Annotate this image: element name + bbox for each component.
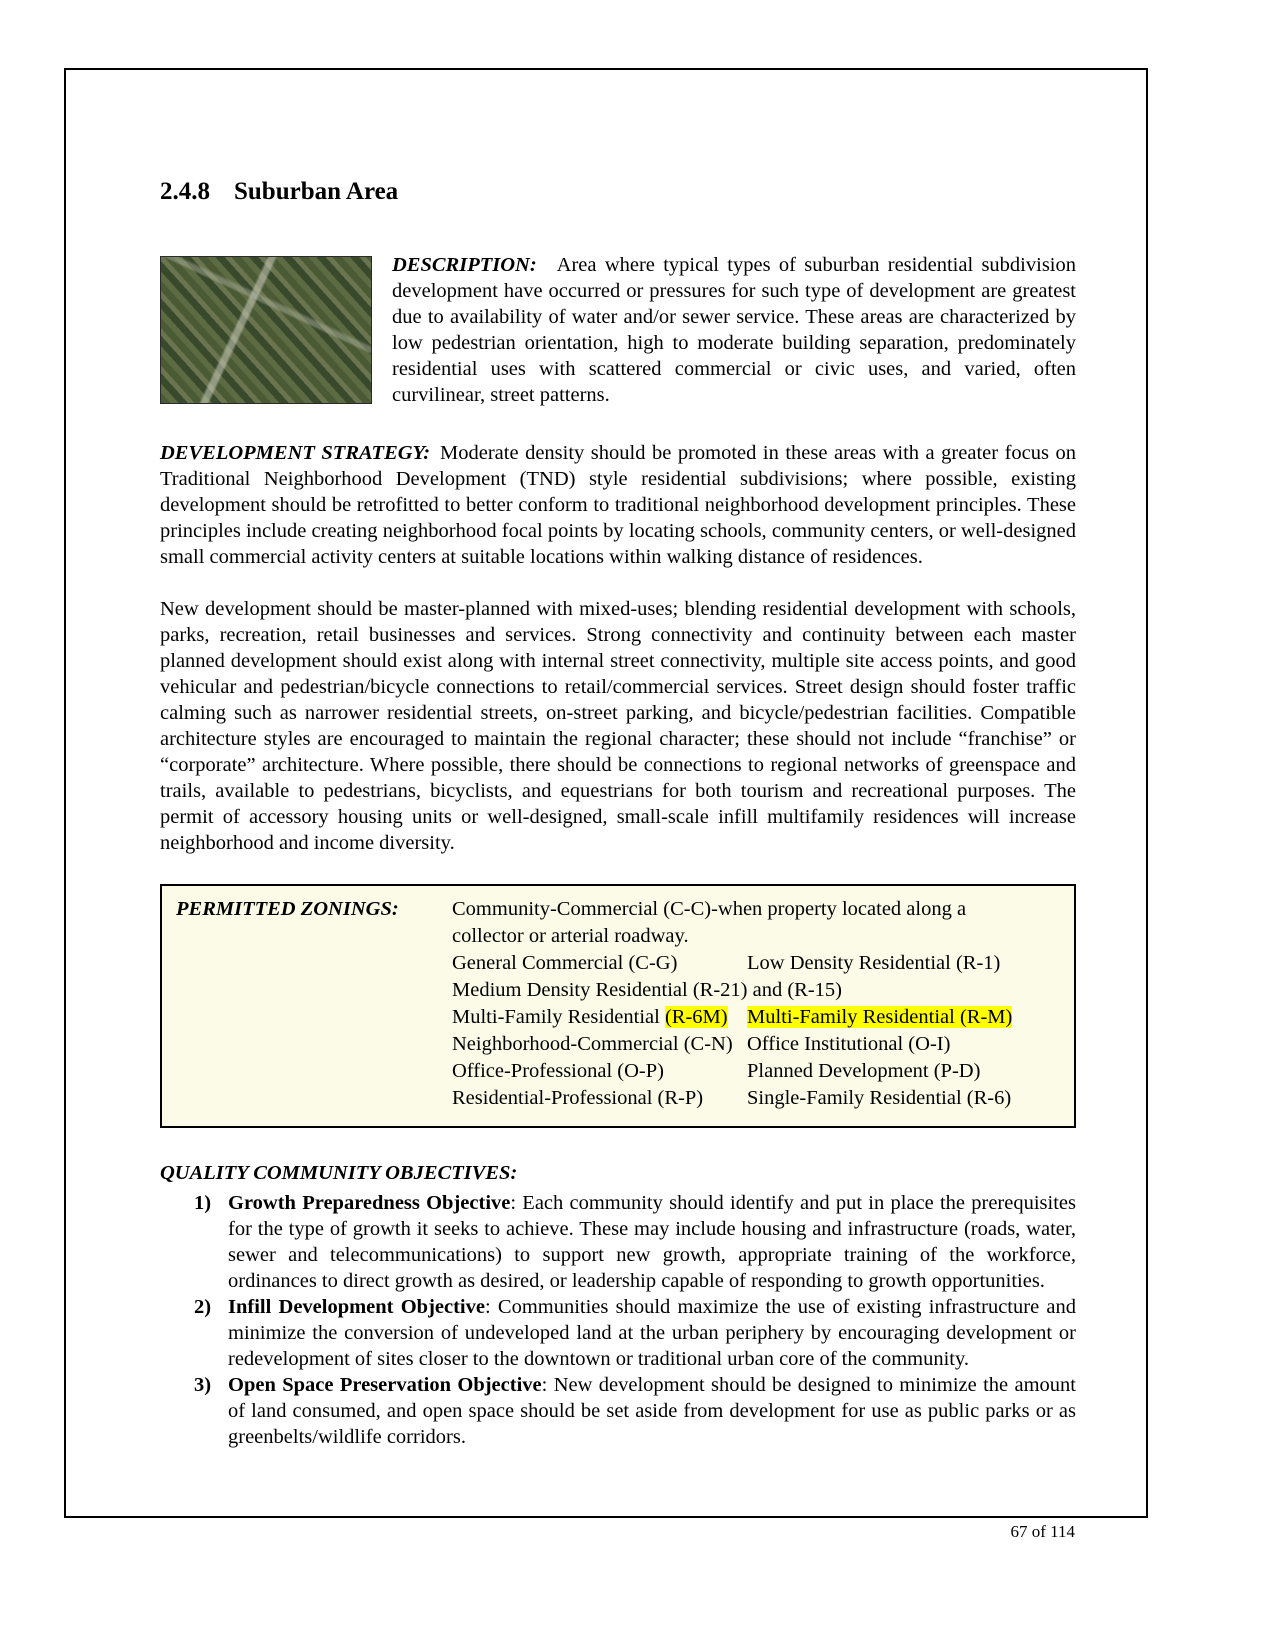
highlighted-zoning-code: (R-6M) xyxy=(664,1006,728,1028)
zoning-item: Medium Density Residential (R-21) and (R-15) xyxy=(452,979,843,1001)
development-strategy-label: DEVELOPMENT STRATEGY: xyxy=(160,442,431,464)
description-block xyxy=(160,252,1076,410)
objective-number: 2) xyxy=(194,1296,212,1318)
zoning-item-text: Multi-Family Residential xyxy=(452,1006,665,1028)
section-title: Suburban Area xyxy=(234,178,399,205)
objective-title: Open Space Preservation Objective xyxy=(228,1374,542,1396)
zoning-item: Office-Professional (O-P) xyxy=(452,1060,664,1082)
page-number-footer: 67 of 114 xyxy=(1010,1522,1075,1541)
permitted-zonings-list xyxy=(452,896,1060,1112)
body-paragraph xyxy=(160,596,1076,856)
objective-number: 1) xyxy=(194,1192,212,1214)
objective-number: 3) xyxy=(194,1374,212,1396)
objective-text: : New development should be designed to minimize the amount of land consumed, and open space should be set aside from development for use as public parks or as greenbelts/wildlife corridors. xyxy=(228,1374,1076,1448)
objective-item xyxy=(160,1372,1076,1450)
zoning-row xyxy=(452,1031,1060,1058)
zoning-item: Neighborhood-Commercial (C-N) xyxy=(452,1033,733,1055)
zoning-intro-line-1 xyxy=(452,896,1060,923)
zoning-row xyxy=(452,1058,1060,1085)
zoning-item: Planned Development (P-D) xyxy=(747,1060,981,1082)
body-paragraph-text: New development should be master-planned with mixed-uses; blending residential development with schools, parks, recreation, retail businesses and services. Strong connectivity and continuity between each master planned development should exist along with internal street connectivity, multiple site access points, and good vehicular and pedestrian/bicycle connections to retail/commercial services. Street design should foster traffic calming such as narrower residential streets, on-street parking, and bicycle/pedestrian facilities. Compatible architecture styles are encouraged to maintain the regional character; these should not include “franchise” or “corporate” architecture. Where possible, there should be connections to regional networks of greenspace and trails, available to pedestrians, bicyclists, and equestrians for both tourism and recreational purposes. The permit of accessory housing units or well-designed, small-scale infill multifamily residences will increase neighborhood and income diversity. xyxy=(160,598,1076,854)
zoning-row xyxy=(452,1085,1060,1112)
zoning-item: Office Institutional (O-I) xyxy=(747,1033,951,1055)
zoning-item xyxy=(747,1004,1060,1031)
zoning-intro-line-2 xyxy=(452,923,1060,950)
objective-text: : Communities should maximize the use of existing infrastructure and minimize the conversion of undeveloped land at the urban periphery by encouraging development or redevelopment of sites closer to the downtown or traditional urban core of the community. xyxy=(228,1296,1076,1370)
zoning-item: Community-Commercial (C-C)-when property located along a xyxy=(452,898,967,920)
zoning-item: collector or arterial roadway. xyxy=(452,925,689,947)
permitted-zonings-label: PERMITTED ZONINGS: xyxy=(176,898,399,920)
zoning-row xyxy=(452,1004,1060,1031)
highlighted-zoning-item: Multi-Family Residential (R-M) xyxy=(747,1006,1013,1028)
development-strategy-text: Moderate density should be promoted in these areas with a greater focus on Traditional Neighborhood Development (TND) style residential subdivisions; where possible, existing development should be retrofitted to better conform to traditional neighborhood development principles. These principles include creating neighborhood focal points by locating schools, community centers, or well-designed small commercial activity centers at suitable locations within walking distance of residences. xyxy=(160,442,1076,568)
zoning-item: General Commercial (C-G) xyxy=(452,952,678,974)
zoning-row xyxy=(452,950,1060,977)
zoning-row xyxy=(452,977,1060,1004)
section-heading xyxy=(160,178,1076,206)
development-strategy-paragraph xyxy=(160,440,1076,570)
zoning-item: Single-Family Residential (R-6) xyxy=(747,1087,1012,1109)
section-number: 2.4.8 xyxy=(160,178,210,205)
aerial-photo xyxy=(160,256,372,404)
objective-item xyxy=(160,1294,1076,1372)
permitted-zonings-box xyxy=(160,884,1076,1128)
zoning-item: Low Density Residential (R-1) xyxy=(747,952,1001,974)
objectives-section xyxy=(160,1160,1076,1450)
objective-title: Growth Preparedness Objective xyxy=(228,1192,511,1214)
objectives-heading: QUALITY COMMUNITY OBJECTIVES: xyxy=(160,1162,518,1184)
objective-text: : Each community should identify and put in place the prerequisites for the type of growth it seeks to achieve. These may include housing and infrastructure (roads, water, sewer and telecommunications) to support new growth, appropriate training of the workforce, ordinances to direct growth as desired, or leadership capable of responding to growth opportunities. xyxy=(228,1192,1076,1292)
zoning-item: Residential-Professional (R-P) xyxy=(452,1087,704,1109)
objective-title: Infill Development Objective xyxy=(228,1296,485,1318)
description-label: DESCRIPTION: xyxy=(392,254,537,276)
description-text: Area where typical types of suburban residential subdivision development have occurred or pressures for such type of development are greatest due to availability of water and/or sewer service. These areas are characterized by low pedestrian orientation, high to moderate building separation, predominately residential uses with scattered commercial or civic uses, and varied, often curvilinear, street patterns. xyxy=(392,254,1076,406)
zoning-item xyxy=(452,1004,747,1031)
page-content xyxy=(160,178,1076,1450)
objective-item xyxy=(160,1190,1076,1294)
